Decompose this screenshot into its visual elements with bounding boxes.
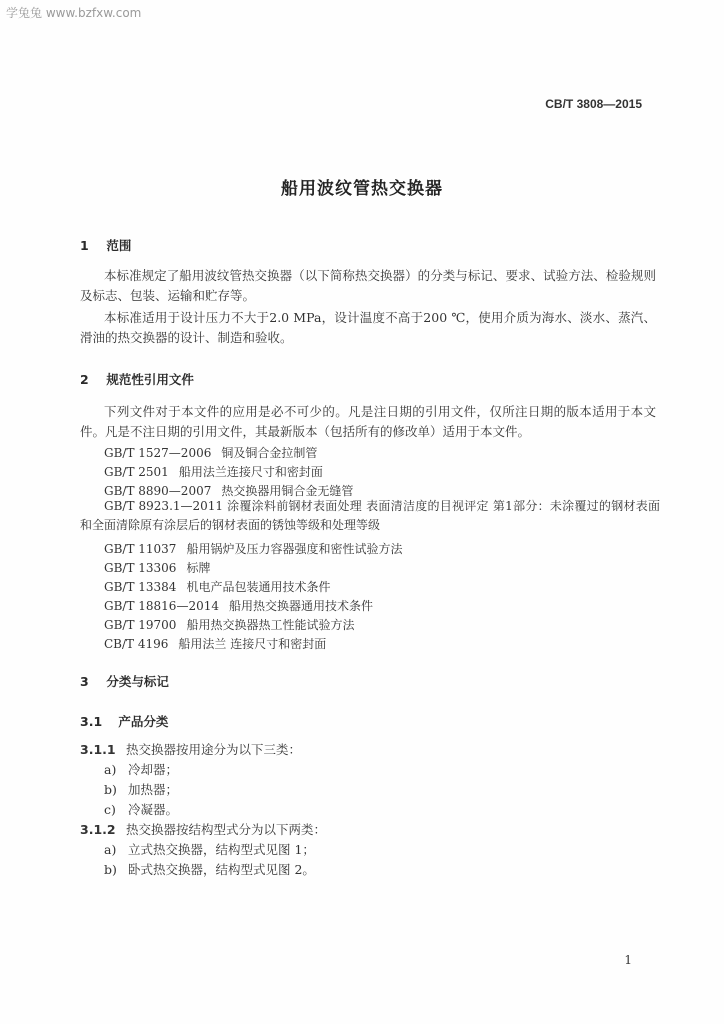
list-marker: b) [104, 782, 117, 797]
reference-title: 热交换器用铜合金无缝管 [221, 484, 354, 498]
reference-item [104, 635, 326, 652]
clause-3-1-1 [80, 740, 301, 758]
subsection-3-1-heading [80, 712, 168, 730]
reference-item [104, 540, 402, 557]
list-item [104, 840, 315, 858]
reference-title: 船用热交换器通用技术条件 [228, 599, 373, 613]
reference-item [104, 444, 317, 461]
list-marker: b) [104, 862, 117, 877]
reference-title: 标牌 [186, 561, 211, 575]
list-marker: a) [104, 842, 117, 857]
clause-text: 热交换器按用途分为以下三类： [126, 742, 302, 757]
paragraph: 下列文件对于本文件的应用是必不可少的。凡是注日期的引用文件，仅所注日期的版本适用于本文件。凡是不注日期的引用文件，其最新版本（包括所有的修改单）适用于本文件。 [80, 404, 656, 439]
subsection-number: 3.1 [80, 714, 103, 729]
reference-code: GB/T 13384 [104, 580, 177, 594]
paragraph: 本标准适用于设计压力不大于2.0 MPa，设计温度不高于200 ℃，使用介质为海水、淡水、蒸汽、滑油的热交换器的设计、制造和验收。 [80, 310, 656, 345]
reference-item [104, 559, 210, 576]
reference-item [104, 463, 323, 480]
section-title: 分类与标记 [106, 674, 169, 689]
reference-title: 船用法兰 连接尺寸和密封面 [178, 637, 327, 651]
list-item [104, 800, 178, 818]
reference-code: GB/T 1527—2006 [104, 446, 212, 460]
document-title: 船用波纹管热交换器 [281, 179, 443, 199]
list-text: 加热器； [128, 782, 179, 797]
list-item [104, 780, 178, 798]
list-text: 冷却器； [128, 762, 179, 777]
clause-text: 热交换器按结构型式分为以下两类： [126, 822, 327, 837]
section-number: 1 [80, 238, 89, 253]
clause-number: 3.1.1 [80, 742, 116, 757]
section-1-heading [80, 236, 131, 254]
reference-title: 船用锅炉及压力容器强度和密性试验方法 [186, 542, 403, 556]
list-text: 冷凝器。 [128, 802, 179, 817]
reference-item [104, 578, 330, 595]
reference-code: GB/T 11037 [104, 542, 177, 556]
page-number: 1 [624, 953, 632, 967]
reference-title: 船用法兰连接尺寸和密封面 [178, 465, 323, 479]
reference-item-long: GB/T 8923.1—2011 涂覆涂料前钢材表面处理 表面清洁度的目视评定 第1部分：未涂覆过的钢材表面和全面清除原有涂层后的钢材表面的锈蚀等级和处理等级 [80, 499, 660, 532]
paragraph: 本标准规定了船用波纹管热交换器（以下简称热交换器）的分类与标记、要求、试验方法、检验规则及标志、包装、运输和贮存等。 [80, 268, 656, 303]
watermark: 学兔兔 www.bzfxw.com [6, 6, 142, 20]
reference-title: 船用热交换器热工性能试验方法 [186, 618, 355, 632]
reference-code: CB/T 4196 [104, 637, 169, 651]
clause-3-1-2 [80, 820, 326, 838]
list-marker: a) [104, 762, 117, 777]
reference-title: 机电产品包装通用技术条件 [186, 580, 331, 594]
section-2-heading [80, 370, 194, 388]
clause-number: 3.1.2 [80, 822, 116, 837]
list-marker: c) [104, 802, 116, 817]
reference-code: GB/T 18816—2014 [104, 599, 219, 613]
subsection-title: 产品分类 [118, 714, 169, 729]
reference-item [104, 597, 373, 614]
list-text: 立式热交换器，结构型式见图 1； [128, 842, 315, 857]
reference-code: GB/T 2501 [104, 465, 169, 479]
section-number: 2 [80, 372, 89, 387]
reference-title: 铜及铜合金拉制管 [221, 446, 318, 460]
reference-code: GB/T 13306 [104, 561, 177, 575]
list-text: 卧式热交换器，结构型式见图 2。 [128, 862, 315, 877]
list-item [104, 860, 315, 878]
list-item [104, 760, 178, 778]
standard-code: CB/T 3808—2015 [545, 97, 642, 111]
reference-item [104, 616, 354, 633]
reference-code: GB/T 19700 [104, 618, 177, 632]
section-3-heading [80, 672, 169, 690]
section-title: 范围 [106, 238, 132, 253]
reference-code: GB/T 8890—2007 [104, 484, 212, 498]
section-number: 3 [80, 674, 89, 689]
section-title: 规范性引用文件 [106, 372, 194, 387]
